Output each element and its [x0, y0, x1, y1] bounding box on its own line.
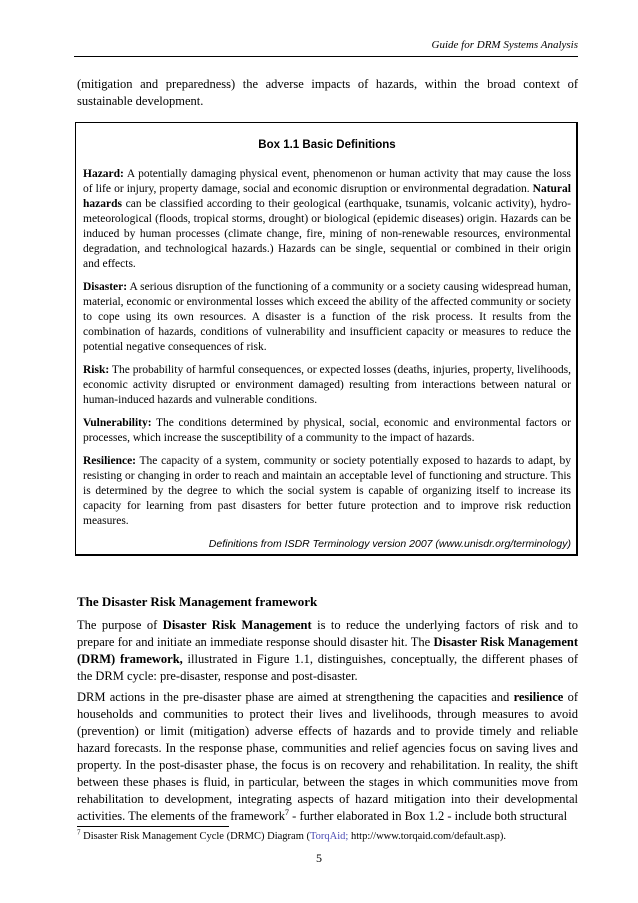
p1-text-c: is to reduce the underlying factors of risk and to prepare for and initiate an immediate response should disaster hit. The: [77, 618, 578, 649]
definition-natural-hazards-text: can be classified according to their geological (earthquake, tsunamis, volcanic activity), hydro-meteorological (floods, tropical storms, drought) or biological (epidemic diseases) origin. Hazards can be induced by human processes (climate change, fire, mining of non-renewable resources, environmental degradation, and technological hazards.) Hazards can be single, sequential or combined in their origin and effects.: [83, 198, 571, 270]
footnote-rule: [77, 826, 229, 827]
p1-text-a: The purpose of: [77, 618, 163, 632]
footnote-text-a: Disaster Risk Management Cycle (DRMC) Diagram (: [80, 831, 310, 842]
term-natural-hazards: Natural hazards: [83, 183, 571, 210]
term-disaster: Disaster:: [83, 281, 128, 293]
definition-disaster: [83, 280, 571, 355]
p1-term-drm: Disaster Risk Management: [162, 618, 312, 632]
p1-text-e: illustrated in Figure 1.1, distinguishes, conceptually, the different phases of the DRM cycle: pre-disaster, response and post-disaster.: [77, 652, 578, 683]
definitions-source: Definitions from ISDR Terminology version 2007 (www.unisdr.org/terminology): [208, 538, 571, 550]
p2-text-a: DRM actions in the pre-disaster phase are aimed at strengthening the capacities and: [77, 690, 514, 704]
drm-phases-paragraph: [77, 689, 578, 825]
footnote-text-b: http://www.torqaid.com/default.asp).: [348, 831, 507, 842]
definition-hazard: [83, 167, 571, 272]
definition-resilience-text: The capacity of a system, community or society potentially exposed to hazards to adapt, by resisting or changing in order to reach and maintain an acceptable level of functioning and structure. This is determined by the degree to which the social system is capable of organizing itself to increase its capacity for learning from past disasters for better future protection and to improve risk reduction measures.: [83, 455, 571, 527]
p2-text-d: - further elaborated in Box 1.2 - include both structural: [289, 809, 568, 823]
drm-purpose-paragraph: [77, 617, 578, 685]
p1-term-drm-framework: Disaster Risk Management (DRM) framework,: [77, 635, 579, 666]
box-title: Box 1.1 Basic Definitions: [258, 139, 396, 151]
definition-risk: [83, 363, 571, 408]
running-header: Guide for DRM Systems Analysis: [431, 39, 578, 51]
term-vulnerability: Vulnerability:: [83, 417, 152, 429]
page-number: 5: [316, 851, 322, 865]
section-heading: The Disaster Risk Management framework: [77, 594, 318, 609]
footnote-link-torqaid[interactable]: TorqAid;: [310, 831, 349, 842]
term-hazard: Hazard:: [83, 168, 124, 180]
footnote: [77, 830, 578, 844]
definition-resilience: [83, 454, 571, 529]
definitions-box-content: [83, 138, 571, 551]
footnote-reference[interactable]: 7: [285, 807, 290, 817]
definition-vulnerability-text: The conditions determined by physical, social, economic and environmental factors or processes, which increase the susceptibility of a community to the impact of hazards.: [83, 417, 571, 444]
header-rule: [74, 56, 578, 57]
p2-term-resilience: resilience: [513, 690, 564, 704]
intro-paragraph: (mitigation and preparedness) the adverse impacts of hazards, within the broad context of sustainable development.: [77, 77, 578, 108]
definition-disaster-text: A serious disruption of the functioning of a community or a society causing widespread human, material, economic or environmental losses which exceed the ability of the affected community or society to cope using its own resources. A disaster is a function of the risk process. It results from the combination of hazards, conditions of vulnerability and insufficient capacity or measures to reduce the potential negative consequences of risk.: [83, 281, 571, 353]
definition-risk-text: The probability of harmful consequences, or expected losses (deaths, injuries, property, livelihoods, economic activity disrupted or environment damaged) resulting from interactions between natural or human-induced hazards and vulnerable conditions.: [83, 364, 571, 406]
term-risk: Risk:: [83, 364, 110, 376]
definition-hazard-text: A potentially damaging physical event, phenomenon or human activity that may cause the loss of life or injury, property damage, social and economic disruption or environmental degradation.: [83, 168, 571, 195]
definition-vulnerability: [83, 416, 571, 446]
term-resilience: Resilience:: [83, 455, 137, 467]
p2-text-c: of households and communities to protect their lives and livelihoods, through measures to avoid (prevention) or limit (mitigation) adverse effects of hazards and to provide timely and reliable hazard forecasts. In the response phase, communities and relief agencies focus on saving lives and property. In the post-disaster phase, the focus is on recovery and rehabilitation. In reality, the shift between these phases is fluid, in particular, between the stages in which communities move from rehabilitation to development, integrating aspects of hazard mitigation into their developmental activities. The elements of the framework: [77, 690, 578, 823]
footnote-number: 7: [77, 828, 81, 837]
